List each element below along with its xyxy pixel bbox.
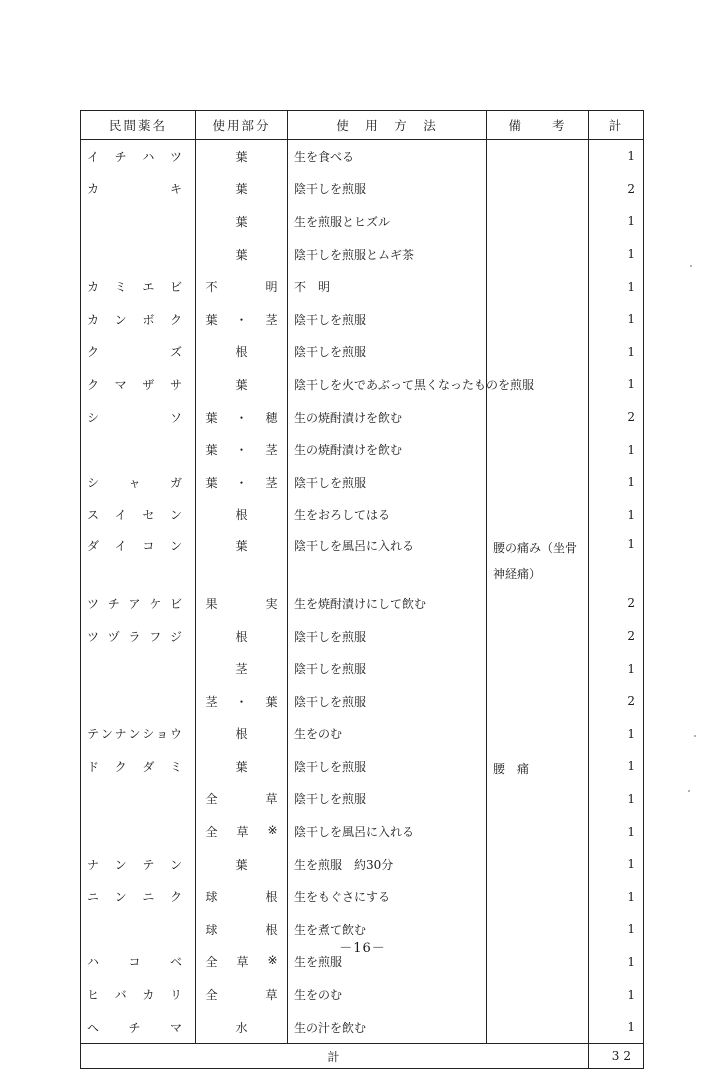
herb-name-cell <box>81 401 196 434</box>
usage-method-cell <box>288 140 487 173</box>
usage-method: 陰干しを煎服 <box>294 662 367 677</box>
table-row <box>81 173 644 206</box>
count-cell: 2 <box>589 620 644 653</box>
usage-method: 生の汁を飲む <box>294 1020 367 1035</box>
table-row <box>81 336 644 369</box>
usage-method-cell <box>288 433 487 466</box>
used-part-cell <box>196 270 288 303</box>
remarks-cell <box>487 270 589 303</box>
used-part: 根 <box>235 727 248 742</box>
usage-method-cell <box>288 718 487 751</box>
usage-method: 不 明 <box>294 280 331 295</box>
herb-name: ク マ ザ サ <box>87 377 182 392</box>
herb-name-cell <box>81 368 196 401</box>
usage-method: 陰干しを風呂に入れる <box>294 825 415 840</box>
usage-method-cell <box>288 303 487 336</box>
usage-method-cell <box>288 1011 487 1044</box>
scan-speck <box>694 735 696 737</box>
table-row <box>81 587 644 620</box>
used-part: 葉 <box>235 247 248 262</box>
herb-name: カ ミ エ ビ <box>87 280 182 295</box>
remarks-cell <box>487 620 589 653</box>
remarks-cell <box>487 978 589 1011</box>
usage-method-cell <box>288 499 487 532</box>
remarks-line: 神経痛） <box>493 567 542 582</box>
usage-method-cell <box>288 205 487 238</box>
usage-method-cell <box>288 238 487 271</box>
herb-name: シ ャ ガ <box>87 475 182 490</box>
used-part-cell <box>196 783 288 816</box>
herb-name-cell <box>81 140 196 173</box>
count-cell: 1 <box>589 499 644 532</box>
used-part-cell <box>196 401 288 434</box>
remarks-cell <box>487 848 589 881</box>
usage-method: 陰干しを火であぶって黒くなったものを煎服 <box>294 377 535 392</box>
herb-name: ハ コ ベ <box>87 955 182 970</box>
herb-name-cell <box>81 587 196 620</box>
used-part: 葉 ・ 茎 <box>205 475 278 490</box>
count-cell: 1 <box>589 531 644 587</box>
used-part-cell <box>196 433 288 466</box>
table-row <box>81 978 644 1011</box>
herb-name: ニ ン ニ ク <box>87 890 182 905</box>
used-part: 葉 <box>235 759 248 774</box>
usage-method-cell <box>288 270 487 303</box>
herb-name: ス イ セ ン <box>87 508 182 523</box>
count-cell: 1 <box>589 205 644 238</box>
count-cell: 1 <box>589 848 644 881</box>
used-part: 葉 <box>235 857 248 872</box>
table-row <box>81 368 644 401</box>
herb-name-cell <box>81 652 196 685</box>
used-part-cell <box>196 880 288 913</box>
count-cell: 1 <box>589 303 644 336</box>
usage-method: 生をもぐさにする <box>294 890 391 905</box>
herb-name-cell <box>81 750 196 783</box>
herb-name: ツ チ ア ケ ビ <box>87 596 182 611</box>
count-cell: 2 <box>589 401 644 434</box>
usage-method-cell <box>288 336 487 369</box>
used-part-cell <box>196 587 288 620</box>
herb-name-cell <box>81 466 196 499</box>
used-part-cell <box>196 718 288 751</box>
herb-name-cell <box>81 1011 196 1044</box>
used-part: 葉 <box>235 182 248 197</box>
herb-name: ツ ヅ ラ フ ジ <box>87 629 182 644</box>
used-part: 葉 <box>235 214 248 229</box>
herb-name: ダ イ コ ン <box>87 539 182 554</box>
herb-name: ヒ バ カ リ <box>87 988 182 1003</box>
table-row <box>81 466 644 499</box>
remarks-cell <box>487 433 589 466</box>
herb-name-cell <box>81 718 196 751</box>
header-note: 備 考 <box>487 111 589 140</box>
count-cell: 1 <box>589 750 644 783</box>
used-part-cell <box>196 815 288 848</box>
remarks-cell <box>487 685 589 718</box>
table-row <box>81 303 644 336</box>
usage-method-cell <box>288 531 487 587</box>
used-part-cell <box>196 205 288 238</box>
usage-method-cell <box>288 368 535 401</box>
remarks-cell <box>487 205 589 238</box>
used-part: 葉 ・ 穂 <box>205 410 278 425</box>
usage-method: 陰干しを煎服とムギ茶 <box>294 247 415 262</box>
total-label: 計 <box>81 1044 589 1069</box>
used-part: 不 明 <box>205 280 278 295</box>
count-cell: 1 <box>589 946 644 979</box>
herb-name: シ ソ <box>87 410 182 425</box>
used-part: 全 草 <box>205 792 278 807</box>
herb-name: カ ン ボ ク <box>87 312 182 327</box>
usage-method-cell <box>288 815 487 848</box>
used-part: 茎 <box>235 662 248 677</box>
table-row <box>81 433 644 466</box>
used-part-cell <box>196 466 288 499</box>
table-row <box>81 880 644 913</box>
table-row <box>81 140 644 173</box>
usage-method: 陰干しを煎服 <box>294 312 367 327</box>
count-cell: 1 <box>589 718 644 751</box>
used-part-cell <box>196 173 288 206</box>
usage-method: 陰干しを煎服 <box>294 182 367 197</box>
table-row <box>81 401 644 434</box>
used-part-cell <box>196 303 288 336</box>
usage-method-cell <box>288 685 487 718</box>
table-row <box>81 205 644 238</box>
herb-name-cell <box>81 270 196 303</box>
remarks-cell <box>487 173 589 206</box>
herb-name-cell <box>81 499 196 532</box>
herb-name-cell <box>81 815 196 848</box>
usage-method: 生を煎服 約30分 <box>294 857 394 872</box>
table-row <box>81 1011 644 1044</box>
count-cell: 1 <box>589 270 644 303</box>
table-row <box>81 815 644 848</box>
used-part: 葉 <box>235 149 248 164</box>
remarks-cell <box>487 499 589 532</box>
remarks-cell <box>487 652 589 685</box>
used-part: 葉 <box>235 539 248 554</box>
count-cell: 1 <box>589 913 644 946</box>
herb-name-cell <box>81 685 196 718</box>
count-cell: 2 <box>589 685 644 718</box>
herb-name-cell <box>81 336 196 369</box>
herb-name: ヘ チ マ <box>87 1020 182 1035</box>
usage-method: 生を煎服 <box>294 955 343 970</box>
herb-name: テ ン ナ ン シ ョ ウ <box>87 727 182 742</box>
remarks-cell <box>487 815 589 848</box>
total-value: 32 <box>589 1044 644 1069</box>
usage-method-cell <box>288 587 487 620</box>
usage-method: 陰干しを風呂に入れる <box>294 539 415 554</box>
usage-method-cell <box>288 978 487 1011</box>
herb-name-cell <box>81 848 196 881</box>
usage-method-cell <box>288 620 487 653</box>
herb-name: イ チ ハ ツ <box>87 149 182 164</box>
herb-name-cell <box>81 978 196 1011</box>
table-row <box>81 848 644 881</box>
used-part-cell <box>196 978 288 1011</box>
count-cell: 1 <box>589 140 644 173</box>
table-row <box>81 718 644 751</box>
used-part-cell <box>196 652 288 685</box>
used-part: 果 実 <box>205 596 278 611</box>
used-part-cell <box>196 750 288 783</box>
usage-method: 生をのむ <box>294 727 343 742</box>
header-part: 使用部分 <box>196 111 288 140</box>
used-part: 葉 ・ 茎 <box>205 443 278 458</box>
herb-name: ク ズ <box>87 345 182 360</box>
count-cell: 2 <box>589 173 644 206</box>
herb-name-cell <box>81 433 196 466</box>
usage-method: 生の焼酎漬けを飲む <box>294 443 403 458</box>
herb-name-cell <box>81 620 196 653</box>
remarks-cell <box>487 401 589 434</box>
used-part-cell <box>196 499 288 532</box>
table-row <box>81 531 644 587</box>
page-number: －16－ <box>339 941 386 956</box>
table-row <box>81 652 644 685</box>
used-part-cell <box>196 531 288 587</box>
used-part: 根 <box>235 508 248 523</box>
used-part: 根 <box>235 629 248 644</box>
remarks-cell <box>487 880 589 913</box>
usage-method-cell <box>288 401 487 434</box>
remarks-cell <box>487 336 589 369</box>
remarks-cell <box>487 783 589 816</box>
header-name: 民間薬名 <box>81 111 196 140</box>
usage-method-cell <box>288 466 487 499</box>
count-cell: 1 <box>589 368 644 401</box>
table-row <box>81 270 644 303</box>
usage-method: 生を焼酎漬けにして飲む <box>294 596 427 611</box>
used-part: 葉 ・ 茎 <box>205 312 278 327</box>
usage-method-cell <box>288 880 487 913</box>
count-cell: 1 <box>589 336 644 369</box>
herb-name-cell <box>81 531 196 587</box>
table-body <box>81 140 644 1069</box>
total-row <box>81 1044 644 1069</box>
herb-table-sheet <box>80 110 643 1069</box>
table-row <box>81 783 644 816</box>
header-method: 使 用 方 法 <box>288 111 487 140</box>
herb-name-cell <box>81 783 196 816</box>
used-part-cell <box>196 620 288 653</box>
header-count: 計 <box>589 111 644 140</box>
usage-method: 生を煎服とヒズル <box>294 214 391 229</box>
used-part: 球 根 <box>205 890 278 905</box>
remarks-cell <box>487 718 589 751</box>
usage-method: 生を煮て飲む <box>294 922 367 937</box>
remarks-cell <box>487 1011 589 1044</box>
count-cell: 1 <box>589 978 644 1011</box>
herb-name-cell <box>81 880 196 913</box>
herb-name-cell <box>81 303 196 336</box>
used-part: 茎 ・ 葉 <box>205 694 278 709</box>
herb-name: ド ク ダ ミ <box>87 759 182 774</box>
herb-name: カ キ <box>87 182 182 197</box>
remarks-cell <box>487 531 589 587</box>
table-row <box>81 499 644 532</box>
remarks-line: 腰の痛み（坐骨 <box>493 541 578 556</box>
table-header-row <box>81 111 644 140</box>
remarks-cell <box>487 750 589 783</box>
remarks-cell <box>487 466 589 499</box>
herb-name-cell <box>81 238 196 271</box>
count-cell: 2 <box>589 587 644 620</box>
table-row <box>81 750 644 783</box>
usage-method: 陰干しを煎服 <box>294 629 367 644</box>
used-part-cell <box>196 238 288 271</box>
count-cell: 1 <box>589 466 644 499</box>
count-cell: 1 <box>589 1011 644 1044</box>
usage-method: 生をのむ <box>294 988 343 1003</box>
count-cell: 1 <box>589 815 644 848</box>
usage-method-cell <box>288 750 487 783</box>
used-part: 全 草 <box>205 988 278 1003</box>
count-cell: 1 <box>589 238 644 271</box>
used-part: 球 根 <box>205 922 278 937</box>
usage-method: 陰干しを煎服 <box>294 792 367 807</box>
remarks-cell <box>487 238 589 271</box>
herb-name-cell <box>81 205 196 238</box>
remarks-cell <box>487 587 589 620</box>
used-part: 全 草 ※ <box>205 953 278 970</box>
usage-method-cell <box>288 173 487 206</box>
table-row <box>81 620 644 653</box>
used-part: 全 草 ※ <box>205 823 278 840</box>
herb-name: ナ ン テ ン <box>87 857 182 872</box>
count-cell: 1 <box>589 433 644 466</box>
usage-method: 生の焼酎漬けを飲む <box>294 410 403 425</box>
used-part-cell <box>196 140 288 173</box>
count-cell: 1 <box>589 652 644 685</box>
table-row <box>81 685 644 718</box>
usage-method-cell <box>288 848 487 881</box>
used-part-cell <box>196 685 288 718</box>
used-part-cell <box>196 336 288 369</box>
used-part: 葉 <box>235 377 248 392</box>
used-part-cell <box>196 848 288 881</box>
count-cell: 1 <box>589 783 644 816</box>
usage-method: 生をおろしてはる <box>294 508 391 523</box>
usage-method: 陰干しを煎服 <box>294 345 367 360</box>
table-row <box>81 238 644 271</box>
scan-speck <box>688 790 690 792</box>
herb-name-cell <box>81 173 196 206</box>
used-part-cell <box>196 1011 288 1044</box>
usage-method-cell <box>288 652 487 685</box>
count-cell: 1 <box>589 880 644 913</box>
remarks-cell <box>487 140 589 173</box>
usage-method: 陰干しを煎服 <box>294 759 367 774</box>
usage-method: 生を食べる <box>294 149 355 164</box>
folk-medicine-table <box>80 110 644 1069</box>
usage-method: 陰干しを煎服 <box>294 694 367 709</box>
usage-method-cell <box>288 783 487 816</box>
usage-method: 陰干しを煎服 <box>294 475 367 490</box>
scan-speck <box>690 265 692 267</box>
used-part: 根 <box>235 345 248 360</box>
remarks: 腰 痛 <box>493 762 530 777</box>
used-part: 水 <box>235 1020 248 1035</box>
used-part-cell <box>196 368 288 401</box>
remarks-cell <box>487 303 589 336</box>
